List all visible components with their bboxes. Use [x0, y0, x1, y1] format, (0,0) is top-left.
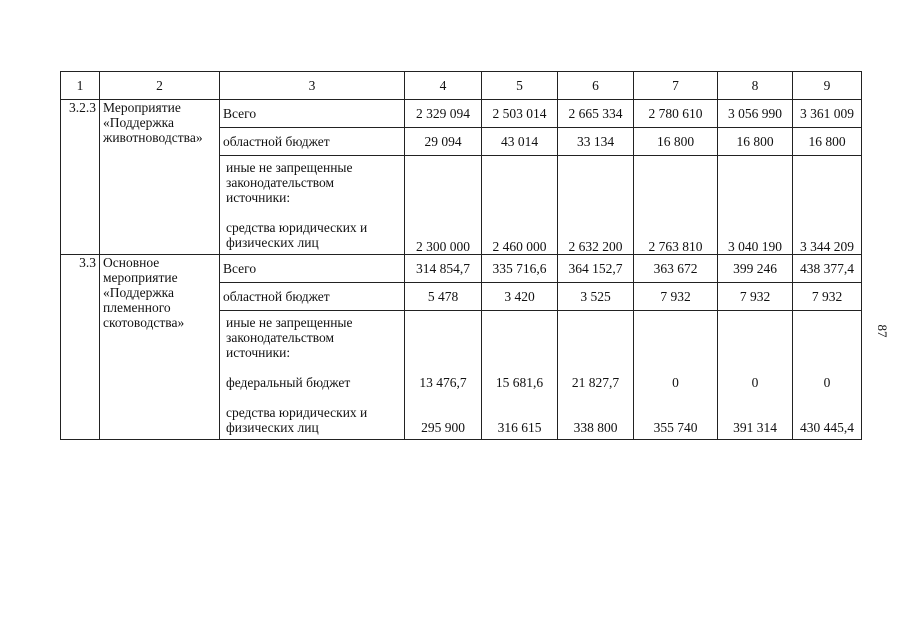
value-cell: 3 361 009	[793, 100, 862, 128]
source-label: средства юридических и физических лиц	[226, 405, 368, 435]
value-cell: 7 932	[793, 283, 862, 311]
value-cell: 2 780 610	[634, 100, 718, 128]
header-cell: 9	[793, 72, 862, 100]
header-cell: 8	[718, 72, 793, 100]
value-stack	[558, 311, 634, 440]
source-label: федеральный бюджет	[226, 374, 351, 390]
value-cell: 363 672	[634, 255, 718, 283]
value-cell: 2 460 000	[482, 156, 558, 255]
value-cell: 7 932	[634, 283, 718, 311]
header-cell: 6	[558, 72, 634, 100]
value-cell: 2 300 000	[405, 156, 482, 255]
value-cell: 0	[823, 374, 831, 390]
source-label: средства юридических и физических лиц	[226, 220, 368, 250]
budget-table	[60, 71, 862, 440]
value-cell: 16 800	[634, 128, 718, 156]
value-cell: 2 329 094	[405, 100, 482, 128]
source-stack	[220, 311, 405, 440]
table-row	[61, 255, 862, 283]
value-cell: 295 900	[421, 420, 465, 435]
source-label: областной бюджет	[220, 128, 405, 156]
value-cell: 13 476,7	[419, 374, 467, 390]
source-label: иные не запрещенные законодательством источники:	[226, 160, 353, 205]
value-stack	[634, 311, 718, 440]
value-cell: 314 854,7	[405, 255, 482, 283]
value-cell: 399 246	[718, 255, 793, 283]
value-cell: 2 503 014	[482, 100, 558, 128]
value-cell: 2 665 334	[558, 100, 634, 128]
value-cell: 338 800	[573, 420, 618, 435]
value-cell: 2 632 200	[558, 156, 634, 255]
source-label: Всего	[220, 100, 405, 128]
page-number: 87	[875, 324, 890, 338]
header-cell: 1	[61, 72, 100, 100]
header-cell: 7	[634, 72, 718, 100]
value-stack	[482, 311, 558, 440]
header-row	[61, 72, 862, 100]
header-cell: 3	[220, 72, 405, 100]
source-label: Всего	[220, 255, 405, 283]
value-cell: 29 094	[405, 128, 482, 156]
value-cell: 16 800	[793, 128, 862, 156]
value-stack	[718, 311, 793, 440]
row-code: 3.2.3	[61, 100, 100, 255]
value-cell: 3 525	[558, 283, 634, 311]
value-cell: 3 420	[482, 283, 558, 311]
source-label: иные не запрещенные законодательством источники:	[226, 315, 353, 360]
value-cell: 391 314	[733, 420, 777, 435]
value-cell: 364 152,7	[558, 255, 634, 283]
value-stack	[793, 311, 862, 440]
row-name: Мероприятие «Поддержка животноводства»	[100, 100, 220, 255]
header-cell: 2	[100, 72, 220, 100]
value-cell: 33 134	[558, 128, 634, 156]
value-cell: 2 763 810	[634, 156, 718, 255]
header-cell: 4	[405, 72, 482, 100]
value-cell: 355 740	[653, 420, 698, 435]
value-cell: 5 478	[405, 283, 482, 311]
table-row	[61, 100, 862, 128]
value-cell: 3 040 190	[718, 156, 793, 255]
value-cell: 430 445,4	[800, 420, 854, 435]
value-cell: 43 014	[482, 128, 558, 156]
value-cell: 21 827,7	[571, 374, 620, 390]
value-cell: 0	[672, 374, 679, 390]
value-cell: 3 344 209	[793, 156, 862, 255]
value-cell: 15 681,6	[495, 374, 544, 390]
value-cell: 335 716,6	[482, 255, 558, 283]
value-cell: 16 800	[718, 128, 793, 156]
row-code: 3.3	[61, 255, 100, 440]
value-cell: 7 932	[718, 283, 793, 311]
source-stack	[220, 156, 405, 255]
value-cell: 0	[751, 374, 759, 390]
value-cell: 438 377,4	[793, 255, 862, 283]
value-stack	[405, 311, 482, 440]
row-name: Основное мероприятие «Поддержка племенного скотоводства»	[100, 255, 220, 440]
header-cell: 5	[482, 72, 558, 100]
value-cell: 3 056 990	[718, 100, 793, 128]
source-label: областной бюджет	[220, 283, 405, 311]
value-cell: 316 615	[497, 420, 542, 435]
